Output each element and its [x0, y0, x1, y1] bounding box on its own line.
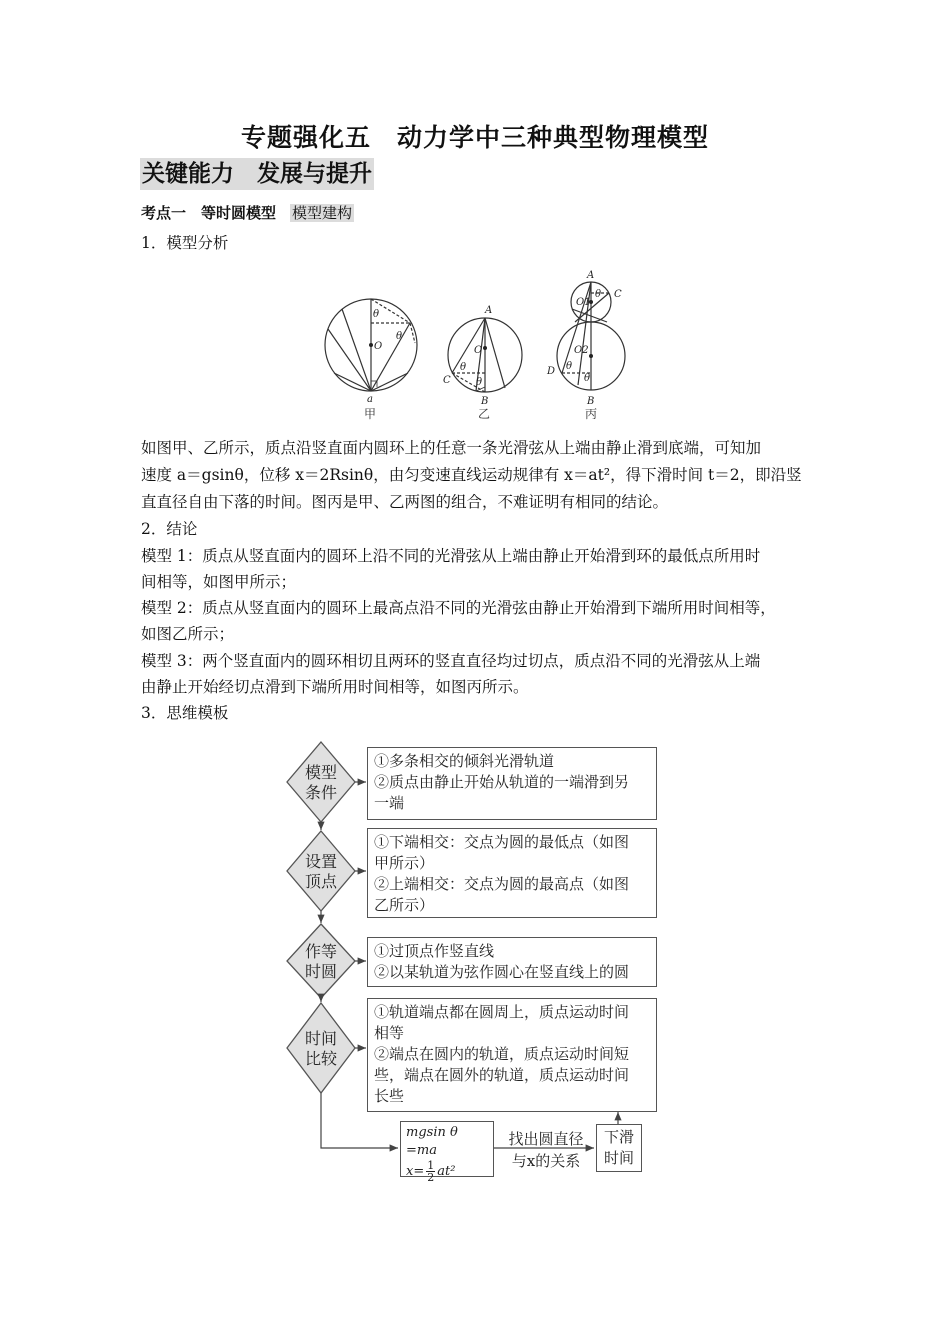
conclusion-line-2: 间相等，如图甲所示； — [141, 573, 297, 591]
label-O2: O2 — [574, 345, 589, 356]
box-equations — [400, 1121, 494, 1184]
para1-line-3: 直直径自由下落的时间。图丙是甲、乙两图的组合，不难证明有相同的结论。 — [141, 493, 669, 511]
conclusion-line-4: 如图乙所示； — [141, 625, 235, 643]
label-theta-bing-1: θ — [595, 289, 602, 300]
label-A-bing: A — [587, 270, 595, 281]
kaodian-heading — [141, 202, 354, 223]
page-title: 专题强化五 动力学中三种典型物理模型 — [240, 123, 709, 152]
caption-jia: 甲 — [364, 407, 377, 421]
d4-line2: 比较 — [304, 1049, 338, 1068]
figure-yi — [448, 318, 522, 392]
para1-line-1: 如图甲、乙所示，质点沿竖直面内圆环上的任意一条光滑弦从上端由静止滑到底端，可知加 — [141, 439, 762, 457]
label-A-yi: A — [485, 305, 493, 316]
label-C-yi: C — [443, 375, 451, 386]
box-model-condition: ①多条相交的倾斜光滑轨道 ②质点由静止开始从轨道的一端滑到另 一端 — [367, 747, 657, 820]
diamond-model-condition — [287, 742, 355, 822]
caption-yi: 乙 — [478, 407, 491, 421]
conclusion-line-6: 由静止开始经切点滑到下端所用时间相等，如图丙所示。 — [141, 678, 529, 696]
label-B-yi: B — [481, 396, 489, 407]
label-theta-yi-1: θ — [460, 362, 467, 373]
para1-line-2: 速度 a＝gsinθ，位移 x＝2Rsinθ，由匀变速直线运动规律有 x＝at²，得下滑时间 t＝2，即沿竖 — [141, 466, 802, 484]
label-C-bing: C — [614, 289, 622, 300]
conclusion-line-5: 模型 3：两个竖直面内的圆环相切且两环的竖直直径均过切点，质点沿不同的光滑弦从上端 — [141, 652, 761, 670]
label-a: a — [367, 394, 373, 405]
diamond-equal-time-circle — [287, 924, 355, 998]
box-equal-time-circle: ①过顶点作竖直线 ②以某轨道为弦作圆心在竖直线上的圆 — [367, 937, 657, 987]
section-heading: 关键能力 发展与提升 — [140, 158, 374, 190]
label-O1: O1 — [576, 297, 591, 308]
label-theta-bing-2: θ — [566, 361, 573, 372]
d1-line1: 模型 — [304, 763, 338, 782]
box-slide-time: 下滑 时间 — [596, 1124, 642, 1172]
label-B-bing: B — [587, 396, 595, 407]
conclusion-line-1: 模型 1：质点从竖直面内的圆环上沿不同的光滑弦从上端由静止开始滑到环的最低点所用时 — [141, 547, 761, 565]
label-theta-jia-1: θ — [373, 309, 380, 320]
box-set-vertex: ①下端相交：交点为圆的最低点（如图 甲所示） ②上端相交：交点为圆的最高点（如图 乙所示） — [367, 828, 657, 918]
diamond-set-vertex — [287, 831, 355, 911]
equation-2: x= $\frac{1}{2}$ at² — [406, 1159, 456, 1184]
kaodian-label: 考点一 等时圆模型 — [141, 204, 277, 222]
d3-line1: 作等 — [304, 942, 338, 961]
heading-model-analysis: 1．模型分析 — [141, 234, 229, 252]
equation-1: mgsin θ =ma — [406, 1125, 458, 1158]
d2-line2: 顶点 — [304, 872, 338, 891]
caption-bing: 丙 — [585, 407, 598, 421]
heading-conclusion: 2．结论 — [141, 520, 198, 538]
label-theta-yi-2: θ — [476, 377, 483, 388]
label-O-jia: O — [374, 341, 383, 352]
label-D: D — [547, 366, 556, 377]
diamond-time-compare — [287, 1003, 355, 1093]
model-figures — [300, 265, 660, 430]
conclusion-line-3: 模型 2：质点从竖直面内的圆环上最高点沿不同的光滑弦由静止开始滑到下端所用时间相等， — [141, 599, 776, 617]
heading-thinking-template: 3．思维模板 — [141, 704, 229, 722]
kaodian-tag: 模型建构 — [292, 204, 353, 222]
d4-line1: 时间 — [304, 1029, 338, 1048]
box-time-compare: ①轨道端点都在圆周上，质点运动时间 相等 ②端点在圆内的轨道，质点运动时间短 些，端点在圆外的轨道，质点运动时间 长些 — [367, 998, 657, 1112]
label-theta-jia-2: θ — [396, 331, 403, 342]
d2-line1: 设置 — [304, 852, 338, 871]
relation-label: 找出圆直径 与x的关系 — [508, 1130, 584, 1170]
d3-line2: 时圆 — [304, 962, 338, 981]
label-O-yi: O — [474, 345, 483, 356]
d1-line2: 条件 — [304, 783, 338, 802]
label-theta-bing-3: θ — [584, 373, 591, 384]
